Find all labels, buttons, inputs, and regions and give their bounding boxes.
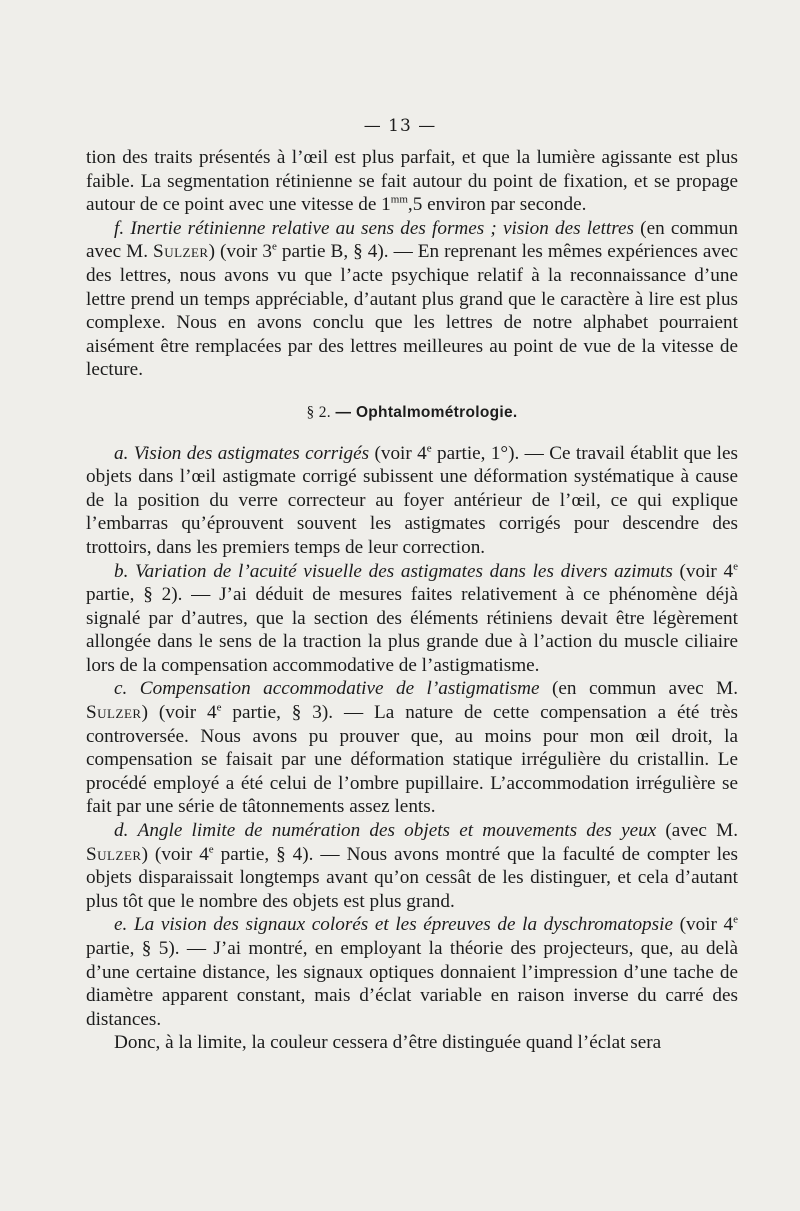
item-label: f. [114,217,125,239]
item-label: d. [114,820,129,842]
paragraph-b: b. Variation de l’acuité visuelle des astigmates dans les divers azimuts (voir 4e partie, § 2). — J’ai déduit de mesures faites relativement à ce phénomène déjà signalé par d’autres, que la section des éléments rétiniens devait être légèrement allongée dans le sens de la traction la plus grande due à l’action du muscle ciliaire lors de la compensation accommodative de l’astigmatisme. [86,560,738,676]
item-label: e. [114,914,128,936]
paragraph-continuation: tion des traits présentés à l’œil est plus parfait, et que la lumière agissante est plus faible. La segmentation rétinienne se fait autour du point de fixation, et se propage autour de ce point avec une vitesse de $1^{mm},5$ environ par seconde. [86,147,738,216]
paragraph-a: a. Vision des astigmates corrigés (voir 4e partie, 1°). — Ce travail établit que les objets dans l’œil astigmate corrigé subissent une déformation systématique à cause de la position du verre correcteur au foyer antérieur de l’œil, ce qui explique l’embarras qu’éprouvent souvent les astigmates corrigés pour descendre des trottoirs, dans les premiers temps de leur correction. [86,442,738,558]
item-label: c. [114,678,128,700]
section-heading: § 2. — Ophtalmométrologie. [306,403,518,421]
item-title: Compensation accommodative de l’astigmatisme [139,678,540,700]
author-name: Sulzer [86,702,142,724]
body-text [86,146,738,1055]
paragraph-d: d. Angle limite de numération des objets et mouvements des yeux (avec M. Sulzer) (voir 4e partie, § 4). — Nous avons montré que la faculté de compter les objets disparaissait longtemps avant qu’on cessât de les distinguer, et cela d’autant plus tôt que le nombre des objets est plus grand. [86,820,739,912]
paragraph-e: e. La vision des signaux colorés et les épreuves de la dyschromatopsie (voir 4e partie, § 5). — J’ai montré, en employant la théorie des projecteurs, que, au delà d’une certaine distance, les signaux optiques donnaient l’impression d’une tache de diamètre apparent constant, mais d’éclat variable en raison inverse du carré des distances. [86,914,739,1030]
paragraph-last: Donc, à la limite, la couleur cessera d’être distinguée quand l’éclat sera [114,1032,662,1054]
page-number: — 13 — [363,116,437,136]
item-title: La vision des signaux colorés et les épreuves de la dyschromatopsie [133,914,673,936]
author-name: Sulzer [153,241,209,263]
author-name: Sulzer [86,843,142,865]
item-label: a. [114,442,129,464]
item-label: b. [114,560,129,582]
item-title: Variation de l’acuité visuelle des astigmates dans les divers azimuts [135,560,673,582]
item-title: Angle limite de numération des objets et mouvements des yeux [137,820,657,842]
item-title: Vision des astigmates corrigés [133,442,370,464]
paragraph-f: f. Inertie rétinienne relative au sens des formes ; vision des lettres (en commun avec M. Sulzer) (voir 3e partie B, § 4). — En reprenant les mêmes expériences avec des lettres, nous avons vu que l’acte psychique relatif à la reconnaissance d’une lettre prend un temps appréciable, d’autant plus grand que le caractère à lire est plus complexe. Nous en avons conclu que les lettres de notre alphabet pourraient aisément être remplacées par des lettres meilleures au point de vue de la vitesse de lecture. [86,217,738,381]
paragraph-c: c. Compensation accommodative de l’astigmatisme (en commun avec M. Sulzer) (voir 4e partie, § 3). — La nature de cette compensation a été très controversée. Nous avons pu prouver que, au moins pour mon œil droit, la compensation se faisait par une déformation statique irrégulière du cristallin. Le procédé employé a été celui de l’ombre pupillaire. L’accommodation irrégulière se fait par une série de tâtonnements assez lents. [86,678,739,818]
item-title: Inertie rétinienne relative au sens des formes ; vision des lettres [130,217,634,239]
